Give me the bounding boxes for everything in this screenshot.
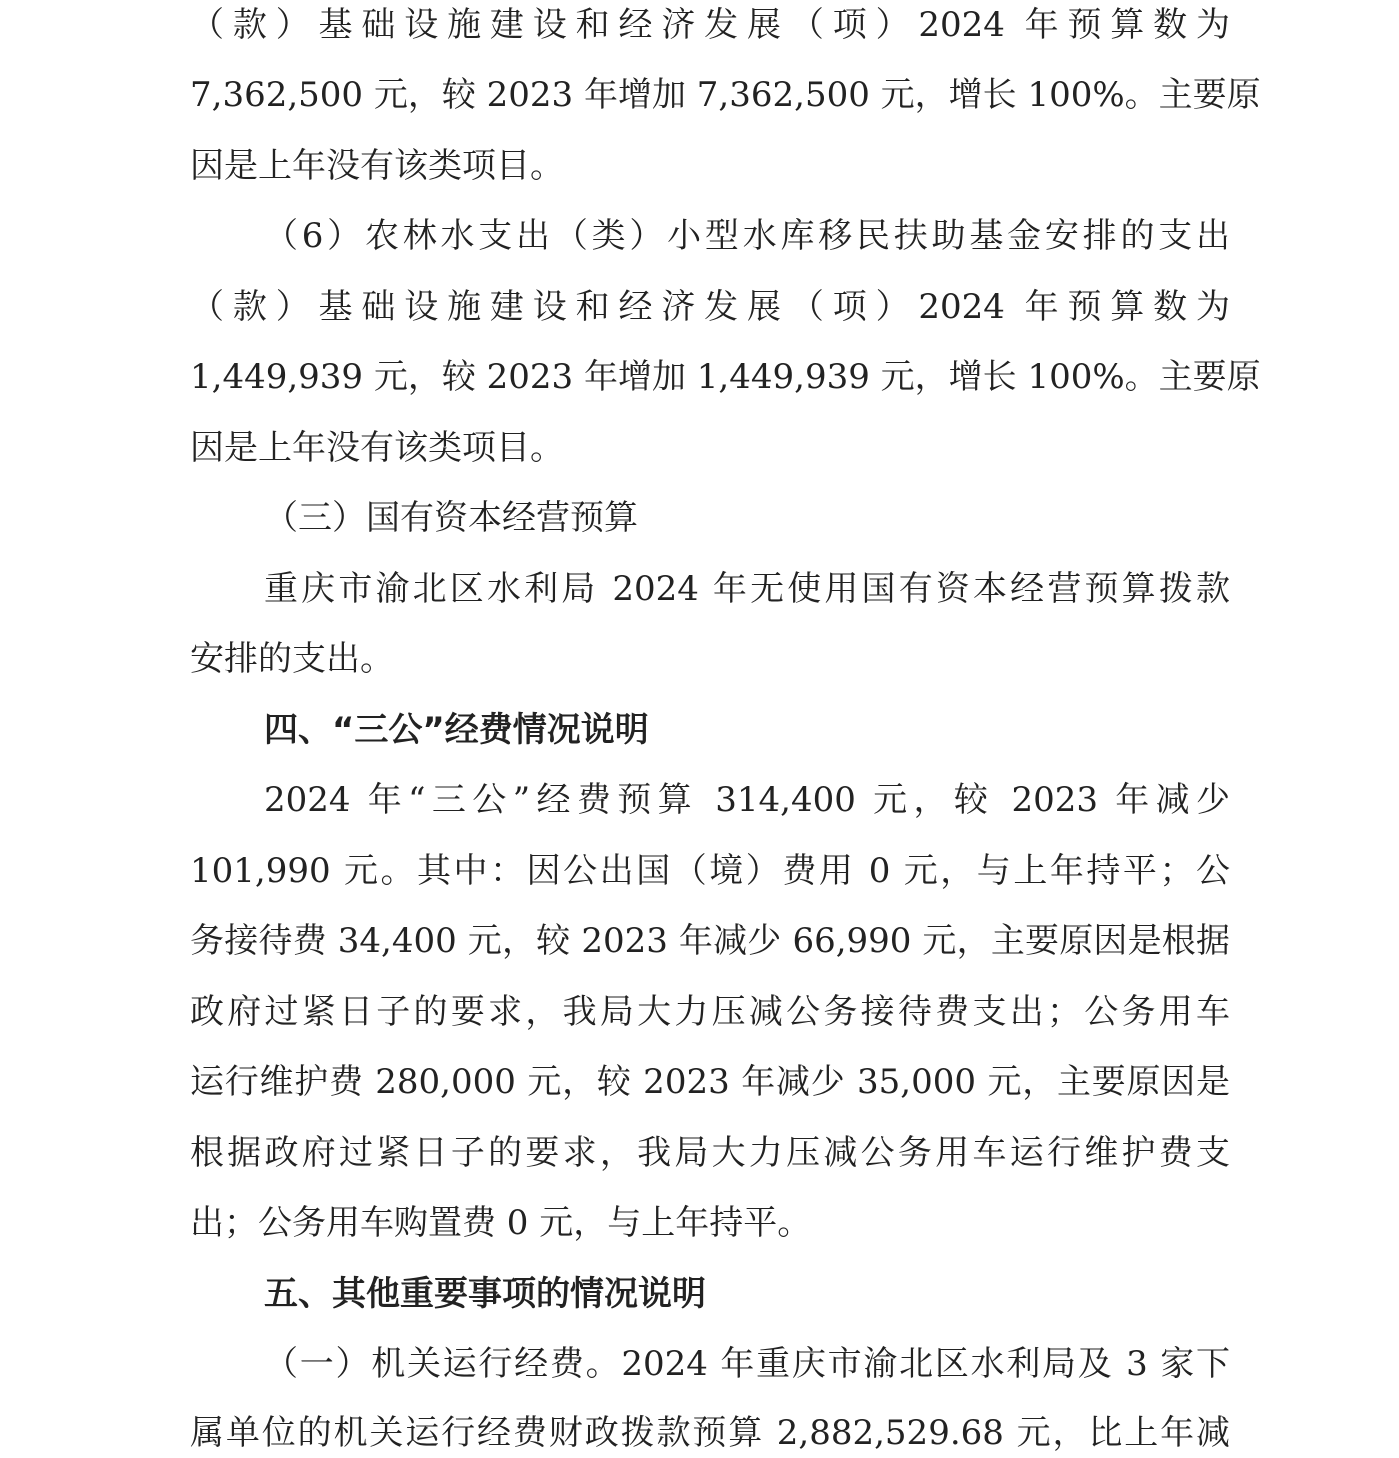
text-line-20: （一）机关运行经费。2024 年重庆市渝北区水利局及 3 家下 — [264, 1344, 1230, 1384]
text-line-12: 2024 年“三公”经费预算 314,400 元，较 2023 年减少 — [264, 780, 1230, 820]
text-line-7: 因是上年没有该类项目。 — [190, 428, 564, 468]
text-line-10: 安排的支出。 — [190, 639, 394, 679]
text-line-18: 出；公务用车购置费 0 元，与上年持平。 — [190, 1203, 812, 1243]
text-line-17: 根据政府过紧日子的要求，我局大力压减公务用车运行维护费支 — [190, 1133, 1230, 1173]
text-line-9: 重庆市渝北区水利局 2024 年无使用国有资本经营预算拨款 — [264, 569, 1230, 609]
text-line-21: 属单位的机关运行经费财政拨款预算 2,882,529.68 元，比上年减 — [190, 1413, 1230, 1453]
text-line-13: 101,990 元。其中：因公出国（境）费用 0 元，与上年持平；公 — [190, 851, 1230, 891]
text-line-1: （款）基础设施建设和经济发展（项）2024 年预算数为 — [190, 5, 1230, 45]
text-line-15: 政府过紧日子的要求，我局大力压减公务接待费支出；公务用车 — [190, 992, 1230, 1032]
text-line-3: 因是上年没有该类项目。 — [190, 146, 564, 186]
text-line-14: 务接待费 34,400 元，较 2023 年减少 66,990 元，主要原因是根据 — [190, 921, 1230, 961]
text-line-4: （6）农林水支出（类）小型水库移民扶助基金安排的支出 — [264, 216, 1230, 256]
text-line-2: 7,362,500 元，较 2023 年增加 7,362,500 元，增长 100%。主要原 — [190, 75, 1261, 115]
section-heading-other-matters: 五、其他重要事项的情况说明 — [264, 1274, 706, 1314]
text-line-5: （款）基础设施建设和经济发展（项）2024 年预算数为 — [190, 287, 1230, 327]
section-heading-state-capital: （三）国有资本经营预算 — [264, 498, 638, 538]
text-line-6: 1,449,939 元，较 2023 年增加 1,449,939 元，增长 100%。主要原 — [190, 357, 1261, 397]
section-heading-three-public: 四、“三公”经费情况说明 — [264, 710, 649, 750]
text-line-16: 运行维护费 280,000 元，较 2023 年减少 35,000 元，主要原因是 — [190, 1062, 1230, 1102]
